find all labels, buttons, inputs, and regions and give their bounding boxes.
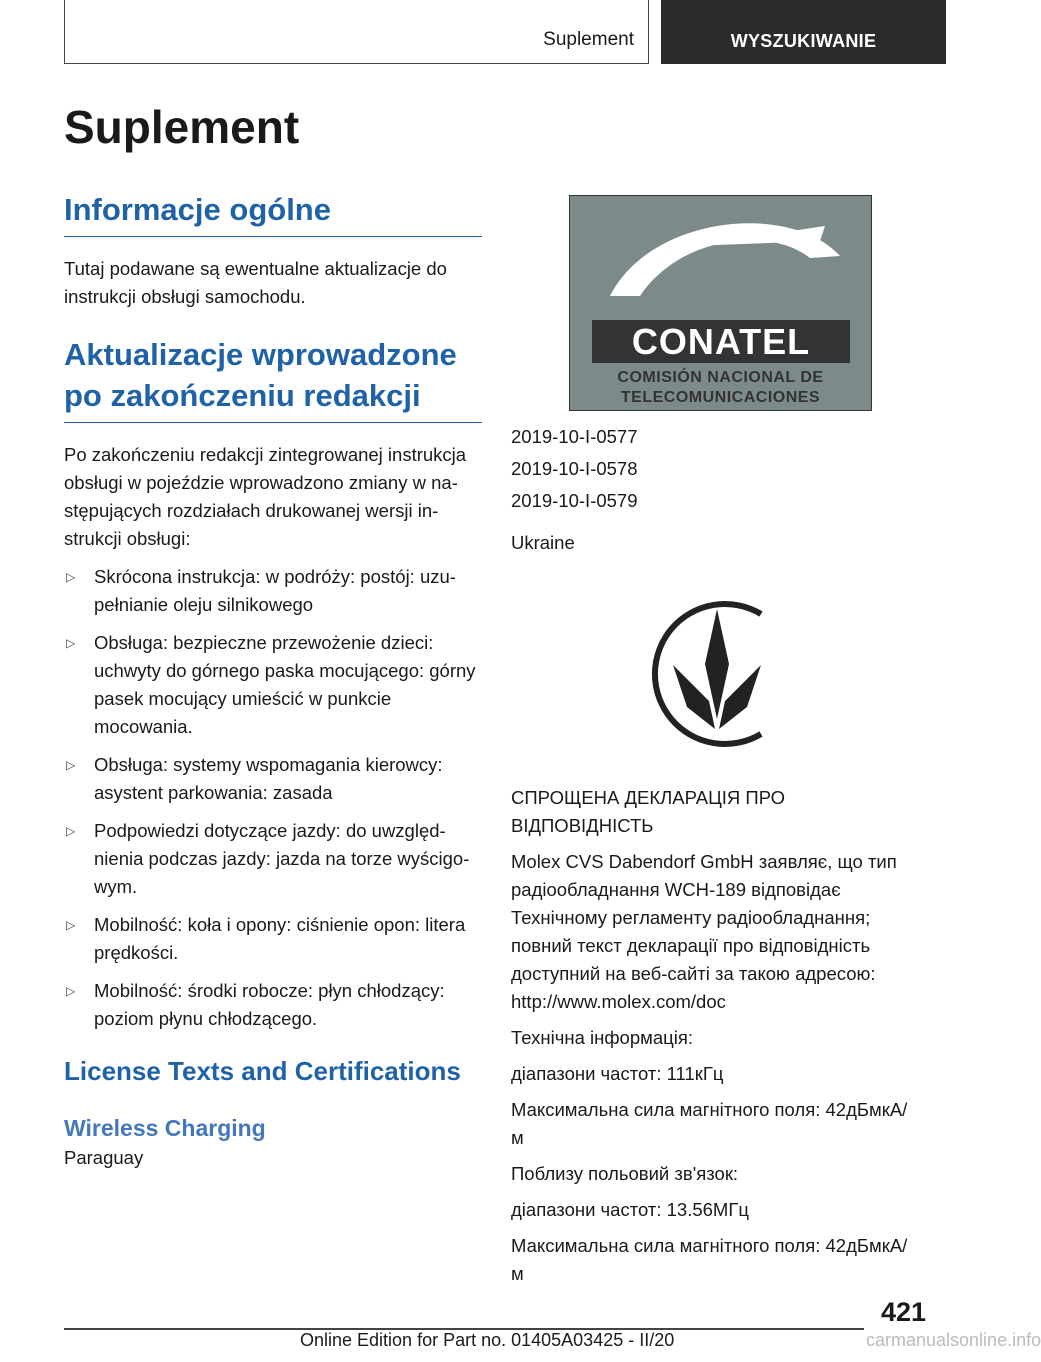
section-tab[interactable] (64, 0, 649, 64)
general-text: Tutaj podawane są ewentualne aktualizacje do instrukcji obsługi samochodu. (64, 258, 447, 308)
approval-code: 2019-10-I-0578 (511, 458, 638, 479)
triangle-bullet-icon: ▷ (66, 569, 76, 584)
triangle-bullet-icon: ▷ (66, 983, 76, 998)
approval-code: 2019-10-I-0579 (511, 490, 638, 511)
wireless-heading: Wireless Charging (64, 1114, 266, 1141)
general-heading: Informacje ogólne (64, 190, 482, 237)
declaration-text: Molex CVS Dabendorf GmbH заявляє, що тип радіообладнання WCH-189 відповідає Технічному регламенту радіообладнання; повний текст декларації про відповідність доступний на веб-сайті за такою адресою: http://www.molex.com/doc (511, 851, 897, 1012)
watermark: carmanualsonline.info (866, 1330, 1041, 1350)
conatel-wordmark: CONATEL (592, 320, 850, 363)
changes-list (64, 563, 482, 1033)
ukraine-declaration (511, 784, 916, 1288)
list-item: ▷ Obsługa: systemy wspomagania kierowcy: asystent parkowania: zasada (64, 751, 482, 807)
list-item: ▷ Podpowiedzi dotyczące jazdy: do uwzględnienia podczas jazdy: jazda na torze wyścigowym. (64, 817, 482, 901)
conatel-logo (569, 195, 872, 411)
ukraine-label: Ukraine (511, 532, 575, 553)
updates-heading: Aktualizacje wprowadzone po zakończeniu redakcji (64, 335, 482, 423)
declaration-title: СПРОЩЕНА ДЕКЛАРАЦІЯ ПРО ВІДПОВІДНІСТЬ (511, 787, 786, 836)
section-tab-label: Suplement (543, 29, 634, 50)
search-tab-label: WYSZUKIWANIE (730, 31, 877, 51)
triangle-bullet-icon: ▷ (66, 917, 76, 932)
page-number: 421 (880, 1297, 926, 1327)
edition-info: Online Edition for Part no. 01405A03425 - II/20 (300, 1330, 675, 1350)
updates-text: Po zakończeniu redakcji zintegrowanej instrukcja obsługi w pojeździe wprowadzono zmiany w następujących rozdziałach drukowanej wersji instrukcji obsługi: (64, 443, 467, 549)
left-column (64, 190, 482, 1172)
search-tab[interactable] (661, 0, 946, 64)
license-heading: License Texts and Certifications (64, 1055, 461, 1086)
conatel-subtitle: COMISIÓN NACIONAL DE TELECOMUNICACIONES (617, 369, 824, 406)
field-strength: Максимальна сила магнітного поля: 42дБмкА/м (511, 1099, 908, 1148)
page-title: Suplement (64, 101, 300, 153)
paraguay-label: Paraguay (64, 1147, 144, 1169)
list-item: ▷ Mobilność: koła i opony: ciśnienie opon: litera prędkości. (64, 911, 482, 967)
right-column (511, 195, 916, 1288)
triangle-bullet-icon: ▷ (66, 823, 76, 838)
frequency-range: діапазони частот: 111кГц (511, 1063, 724, 1084)
frequency-range: діапазони частот: 13.56МГц (511, 1199, 749, 1220)
list-item: ▷ Skrócona instrukcja: w podróży: postój: uzupełnianie oleju silnikowego (64, 563, 482, 619)
triangle-bullet-icon: ▷ (66, 635, 76, 650)
conatel-emblem-icon (570, 196, 873, 321)
list-item: ▷ Mobilność: środki robocze: płyn chłodzący: poziom płynu chłodzącego. (64, 977, 482, 1033)
approval-code: 2019-10-I-0577 (511, 426, 638, 447)
nfc-label: Поблизу польовий зв'язок: (511, 1163, 739, 1184)
list-item: ▷ Obsługa: bezpieczne przewożenie dzieci: uchwyty do górnego paska mocującego: górny pasek mocujący umieścić w punkcie mocowania. (64, 629, 482, 741)
field-strength: Максимальна сила магнітного поля: 42дБмкА/м (511, 1235, 908, 1284)
ukraine-conformity-mark-icon (629, 579, 779, 769)
triangle-bullet-icon: ▷ (66, 757, 76, 772)
tech-info-label: Технічна інформація: (511, 1027, 694, 1048)
